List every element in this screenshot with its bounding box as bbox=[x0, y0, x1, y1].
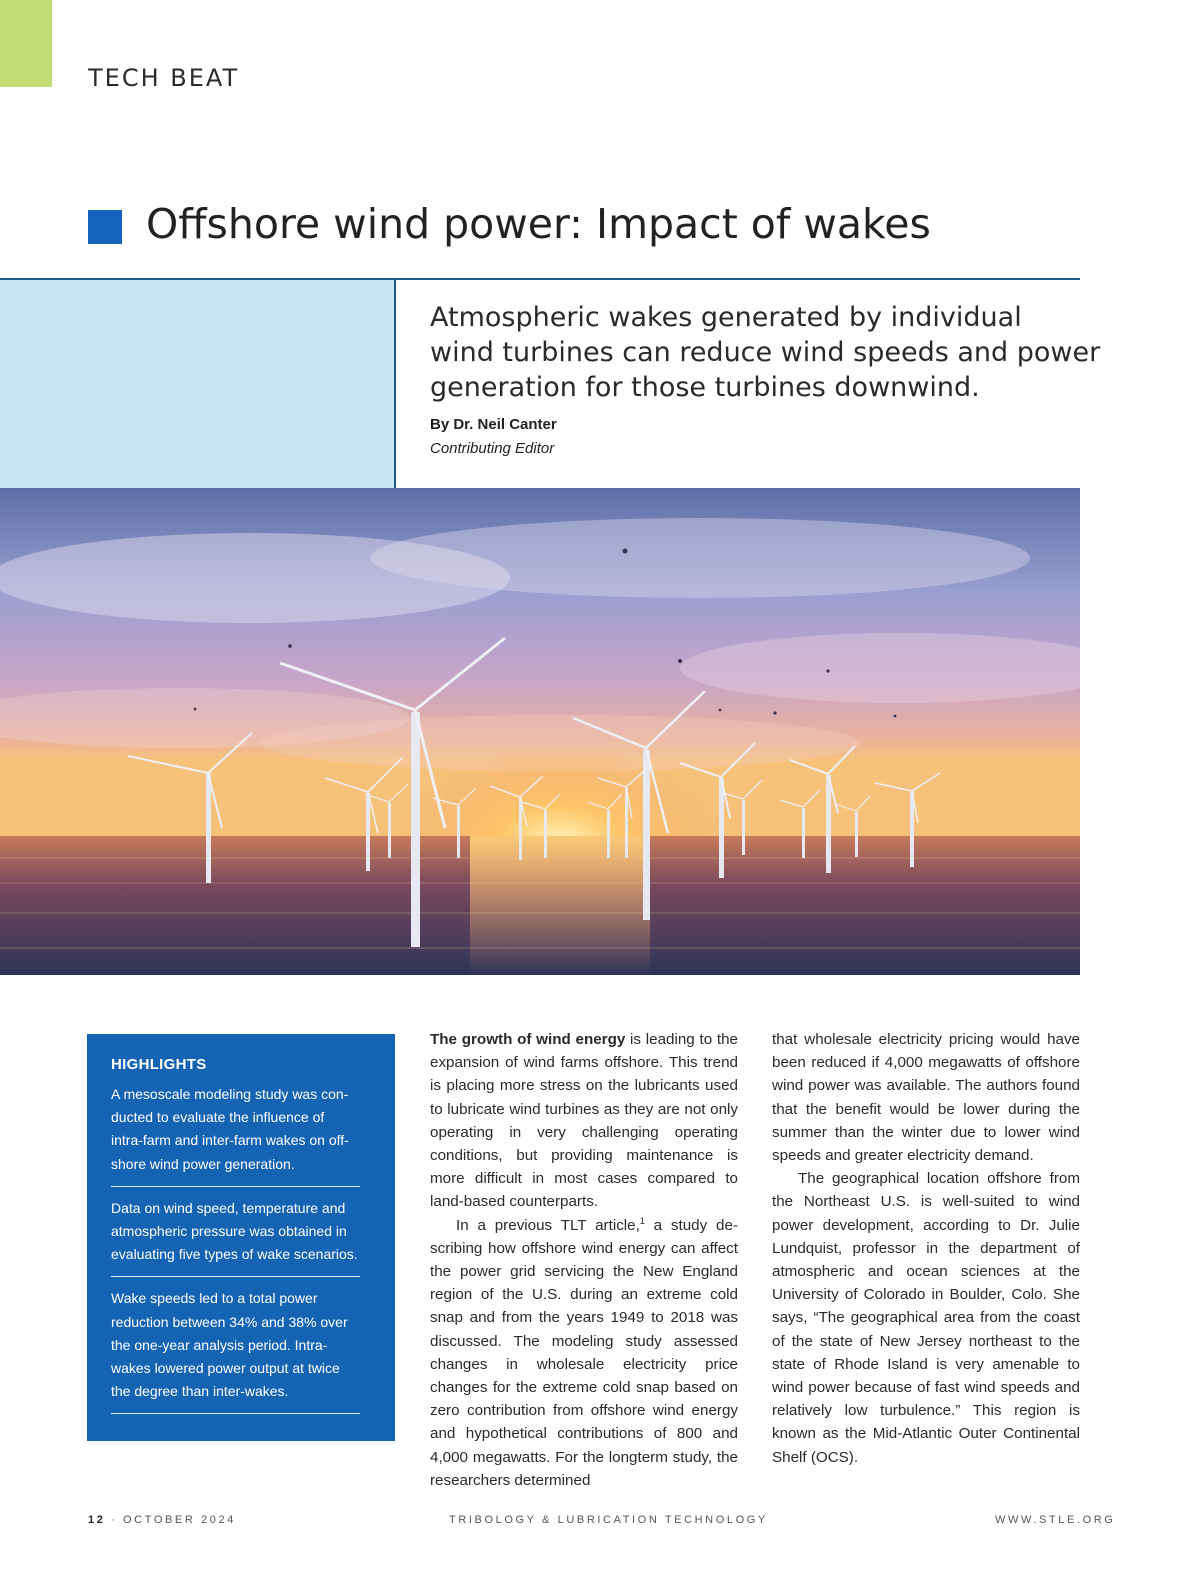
deck-line: Atmospheric wakes generated by individual bbox=[430, 302, 1022, 333]
panel-divider bbox=[394, 280, 396, 488]
highlight-item: Wake speeds led to a total power reduction between 34% and 38% over the one-year analysis period. Intra-wakes lowered power output at twice the degree than inter-wakes. bbox=[111, 1287, 360, 1414]
author-role: Contributing Editor bbox=[430, 440, 555, 457]
footer-website[interactable]: WWW.STLE.ORG bbox=[995, 1514, 1116, 1526]
footer-folio bbox=[88, 1514, 236, 1526]
body-column-2 bbox=[772, 1028, 1080, 1469]
body-paragraph: The geographical location offshore from the Northeast U.S. is well-suited to wind power development, according to Dr. Julie Lundquist, professor in the department of atmospheric and ocean sciences at the University of Colorado in Boulder, Colo. She says, “The geographical area from the coast of the state of New Jersey northeast to the state of Rhode Island is very amenable to wind power because of fast wind speeds and relatively low turbulence.” This region is known as the Mid-Atlantic Outer Continental Shelf (OCS). bbox=[772, 1170, 1080, 1466]
body-column-1 bbox=[430, 1028, 738, 1492]
deck-line: generation for those turbines downwind. bbox=[430, 372, 980, 403]
page-number: 12 bbox=[88, 1514, 106, 1526]
article-title: Offshore wind power: Impact of wakes bbox=[146, 200, 931, 248]
highlight-item: A mesoscale modeling study was conducted to evaluate the influence of intra-farm and inter-farm wakes on offshore wind power generation. bbox=[111, 1083, 360, 1187]
lead-in: The growth of wind energy bbox=[430, 1031, 626, 1048]
highlights-title: HIGHLIGHTS bbox=[111, 1056, 207, 1073]
body-paragraph: that wholesale electricity pricing would have been reduced if 4,000 megawatts of offshore wind power was available. The authors found that the benefit would be lower during the summer than the winter due to lower wind speeds and greater electricity demand. bbox=[772, 1031, 1080, 1165]
author-byline: By Dr. Neil Canter bbox=[430, 416, 557, 433]
footer-publication: TRIBOLOGY & LUBRICATION TECHNOLOGY bbox=[449, 1514, 768, 1526]
section-label: TECH BEAT bbox=[88, 64, 240, 92]
article-deck bbox=[430, 300, 1101, 405]
wind-farm-photo bbox=[0, 488, 1080, 975]
title-square-icon bbox=[88, 210, 122, 244]
issue-date: · OCTOBER 2024 bbox=[111, 1514, 236, 1526]
paragraph-text: a study describing how offshore wind energy can affect the power grid servicing the New England region of the U.S. during an extreme cold snap and from the years 1949 to 2018 was discussed. The modeling study assessed changes in wholesale electricity price changes for the extreme cold snap based on zero contribution from offshore wind energy and hypothetical contributions of 800 and 4,000 megawatts. For the longterm study, the researchers determined bbox=[430, 1216, 738, 1489]
paragraph-text: is leading to the expansion of wind farms offshore. This trend is placing more stress on the lubricants used to lubricate wind turbines as they are not only operating in very challenging operating conditions, but providing maintenance is more difficult in most cases compared to land-based counterparts. bbox=[430, 1031, 739, 1211]
deck-side-panel bbox=[0, 280, 395, 488]
body-paragraph bbox=[430, 1028, 738, 1214]
reference-link[interactable]: 1 bbox=[639, 1215, 645, 1226]
deck-line: wind turbines can reduce wind speeds and power bbox=[430, 337, 1101, 368]
section-color-tab bbox=[0, 0, 52, 87]
highlights-box bbox=[87, 1034, 395, 1441]
highlight-item: Data on wind speed, temperature and atmospheric pressure was obtained in evaluating five types of wake scenarios. bbox=[111, 1197, 360, 1278]
paragraph-text: In a previous TLT article, bbox=[456, 1216, 640, 1234]
body-paragraph bbox=[430, 1214, 738, 1492]
